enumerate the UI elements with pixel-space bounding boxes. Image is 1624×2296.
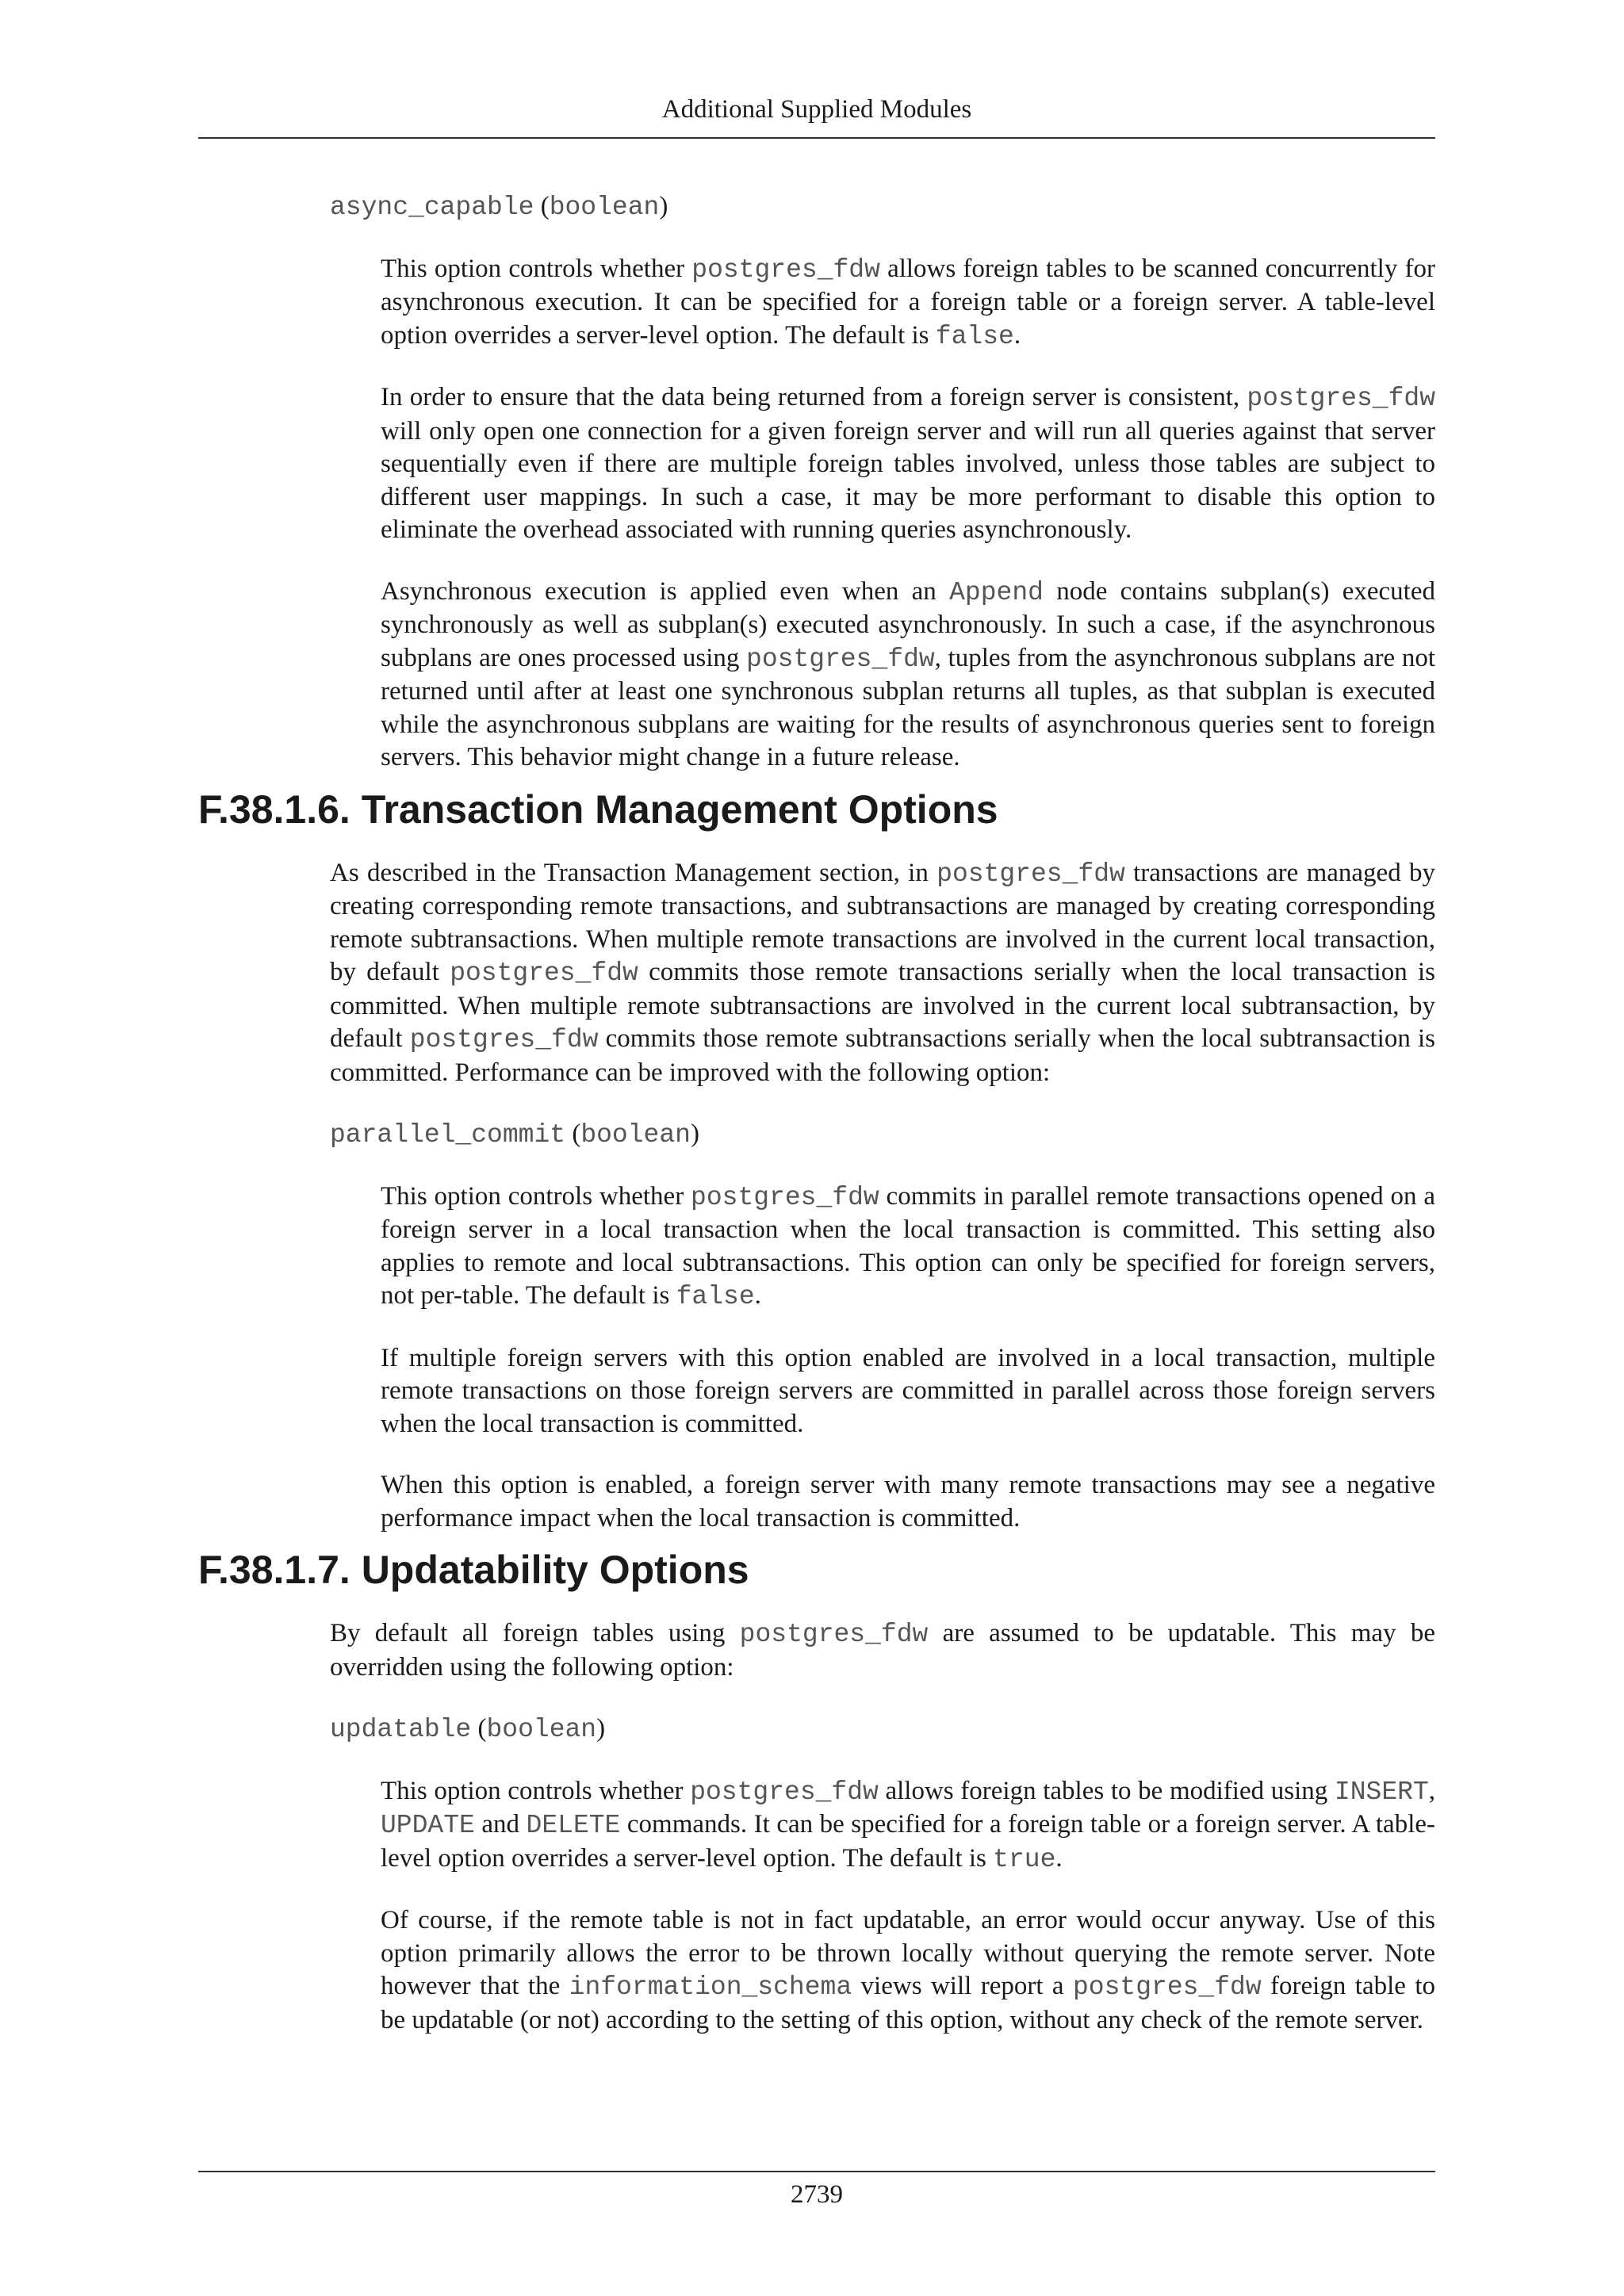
option-type: boolean bbox=[580, 1120, 691, 1150]
code-literal: postgres_fdw bbox=[690, 1777, 879, 1807]
paragraph: In order to ensure that the data being returned from a foreign server is consistent, postgres_fdw will only open one connection for a given foreign server and will run all queries against that server sequentially even if there are multiple foreign tables involved, unless those tables are subject to different user mappings. In such a case, it may be more performant to disable this option to eliminate the overhead associated with running queries asynchronously. bbox=[381, 383, 1435, 544]
page-number: 2739 bbox=[791, 2180, 843, 2209]
paragraph: This option controls whether postgres_fdw allows foreign tables to be scanned concurrently for asynchronous execution. It can be specified for a foreign table or a foreign server. A table-level option overrides a server-level option. The default is false. bbox=[381, 254, 1435, 351]
option-term-parallel-commit: parallel_commit (boolean) bbox=[330, 1119, 699, 1150]
code-literal: true bbox=[993, 1844, 1056, 1874]
paragraph: This option controls whether postgres_fdw commits in parallel remote transactions opened on a foreign server in a local transaction when the local transaction is committed. This setting also applies to remote and local subtransactions. This option can only be specified for foreign servers, not per-table. The default is false. bbox=[381, 1181, 1436, 1311]
code-literal: UPDATE bbox=[381, 1811, 475, 1840]
page-content bbox=[198, 190, 1435, 2037]
code-literal: DELETE bbox=[526, 1811, 621, 1840]
section-heading-updatability: F.38.1.7. Updatability Options bbox=[198, 1548, 749, 1592]
paragraph: By default all foreign tables using postgres_fdw are assumed to be updatable. This may be overridden using the following option: bbox=[330, 1619, 1435, 1682]
code-literal: postgres_fdw bbox=[409, 1025, 599, 1054]
paragraph: Of course, if the remote table is not in fact updatable, an error would occur anyway. Use of this option primarily allows the error to be thrown locally without querying the remote server. Note however that the information_schema views will report a postgres_fdw foreign table to be updatable (or not) according to the setting of this option, without any check of the remote server. bbox=[381, 1906, 1435, 2034]
code-literal: postgres_fdw bbox=[739, 1620, 929, 1649]
paragraph: As described in the Transaction Management section, in postgres_fdw transactions are managed by creating corresponding remote transactions, and subtransactions are managed by creating corresponding remote subtransactions. When multiple remote transactions are involved in the current local transaction, by default postgres_fdw commits those remote transactions serially when the local transaction is committed. When multiple remote subtransactions are involved in the current local subtransaction, by default postgres_fdw commits those remote subtransactions serially when the local subtransaction is committed. Performance can be improved with the following option: bbox=[330, 858, 1436, 1087]
option-name: parallel_commit bbox=[330, 1120, 566, 1150]
section-body-updatability bbox=[330, 1617, 1435, 1684]
paragraph: Asynchronous execution is applied even when an Append node contains subplan(s) executed synchronously as well as subplan(s) executed asynchronously. In such a case, if the asynchronous subplans are ones processed using postgres_fdw, tuples from the asynchronous subplans are not returned until after at least one synchronous subplan returns all tuples, as that subplan is executed while the asynchronous subplans are waiting for the results of asynchronous queries sent to foreign servers. This behavior might change in a future release. bbox=[381, 576, 1435, 771]
section-heading-transaction-management: F.38.1.6. Transaction Management Options bbox=[198, 786, 998, 832]
option-type: boolean bbox=[549, 193, 660, 222]
code-literal: postgres_fdw bbox=[691, 1182, 879, 1212]
option-name: updatable bbox=[330, 1715, 472, 1744]
option-name: async_capable bbox=[330, 193, 534, 222]
code-literal: postgres_fdw bbox=[1073, 1973, 1262, 2002]
code-literal: Append bbox=[949, 577, 1044, 607]
code-literal: INSERT bbox=[1334, 1777, 1429, 1807]
option-term-async-capable: async_capable (boolean) bbox=[330, 192, 668, 222]
option-definition-parallel-commit bbox=[381, 1181, 1435, 1536]
option-definition-updatable bbox=[381, 1775, 1435, 2038]
code-literal: postgres_fdw bbox=[936, 859, 1125, 889]
code-literal: false bbox=[935, 321, 1014, 351]
code-literal: postgres_fdw bbox=[1247, 384, 1435, 413]
code-literal: postgres_fdw bbox=[691, 254, 880, 285]
option-definition-async-capable bbox=[381, 253, 1435, 775]
code-literal: false bbox=[676, 1282, 755, 1311]
code-literal: postgres_fdw bbox=[746, 644, 935, 674]
code-literal: information_schema bbox=[569, 1973, 852, 2002]
paragraph: When this option is enabled, a foreign server with many remote transactions may see a negative performance impact when the local transaction is committed. bbox=[381, 1471, 1435, 1533]
paragraph: If multiple foreign servers with this option enabled are involved in a local transaction, multiple remote transactions on those foreign servers are committed in parallel across those foreign servers when the local transaction is committed. bbox=[381, 1343, 1435, 1438]
header-rule bbox=[198, 137, 1435, 139]
option-term-updatable: updatable (boolean) bbox=[330, 1714, 606, 1744]
option-type: boolean bbox=[486, 1715, 597, 1744]
footer-rule bbox=[198, 2171, 1435, 2172]
section-body-transaction-management bbox=[330, 857, 1435, 1090]
running-header: Additional Supplied Modules bbox=[661, 95, 972, 124]
code-literal: postgres_fdw bbox=[450, 959, 638, 988]
paragraph: This option controls whether postgres_fdw allows foreign tables to be modified using INSERT, UPDATE and DELETE commands. It can be specified for a foreign table or a foreign server. A table-level option overrides a server-level option. The default is true. bbox=[381, 1776, 1435, 1874]
